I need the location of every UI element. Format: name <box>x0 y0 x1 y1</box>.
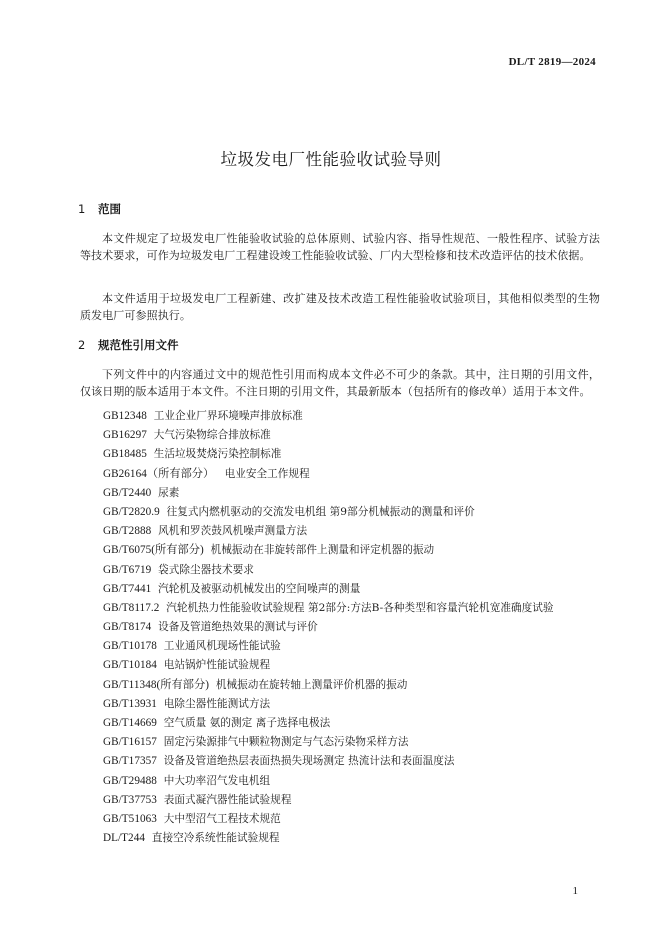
reference-title: 机械振动在旋转轴上测量评价机器的振动 <box>215 678 408 691</box>
reference-code: GB/T6075(所有部分) <box>103 544 204 557</box>
reference-code: GB/T29488 <box>103 774 157 787</box>
reference-code: GB/T10178 <box>103 640 157 653</box>
reference-item <box>103 426 554 445</box>
reference-code: GB/T8117.2 <box>103 601 160 614</box>
standard-code: DL/T 2819—2024 <box>508 56 596 68</box>
reference-code: GB26164（所有部分） <box>103 467 215 480</box>
document-title: 垃圾发电厂性能验收试验导则 <box>220 150 442 169</box>
reference-item <box>103 484 554 503</box>
reference-code: GB/T2820.9 <box>103 505 160 518</box>
reference-item <box>103 752 554 771</box>
reference-title: 中大功率沼气发电机组 <box>163 774 271 787</box>
section-heading-normative-references <box>78 337 179 353</box>
reference-item <box>103 599 554 618</box>
reference-code: GB/T16157 <box>103 736 157 749</box>
reference-item <box>103 445 554 464</box>
reference-code: GB16297 <box>103 429 147 442</box>
reference-title: 尿素 <box>158 486 180 499</box>
reference-code: GB/T13931 <box>103 697 157 710</box>
paragraph: 本文件适用于垃圾发电厂工程新建、改扩建及技术改造工程性能验收试验项目，其他相似类型的生物质发电厂可参照执行。 <box>80 292 600 322</box>
reference-title: 汽轮机及被驱动机械发出的空间噪声的测量 <box>158 582 361 595</box>
reference-code: GB/T10184 <box>103 659 157 672</box>
reference-code: GB/T11348(所有部分) <box>103 678 209 691</box>
reference-title: 设备及管道绝热效果的测试与评价 <box>158 621 318 634</box>
reference-item <box>103 561 554 580</box>
reference-code: GB/T8174 <box>103 621 152 634</box>
reference-code: GB12348 <box>103 410 147 422</box>
reference-title: 空气质量 氨的测定 离子选择电极法 <box>163 717 331 729</box>
reference-item <box>103 791 554 810</box>
reference-code: GB/T6719 <box>103 563 152 576</box>
reference-item <box>103 637 554 656</box>
paragraph: 下列文件中的内容通过文中的规范性引用而构成本文件必不可少的条款。其中，注日期的引用文件，仅该日期的版本适用于本文件。不注日期的引用文件，其最新版本（包括所有的修改单）适用于本文件。 <box>80 368 600 398</box>
reference-title: 工业企业厂界环境噪声排放标准 <box>153 410 303 422</box>
reference-item <box>103 522 554 541</box>
paragraph: 本文件规定了垃圾发电厂性能验收试验的总体原则、试验内容、指导性规范、一般性程序、试验方法等技术要求，可作为垃圾发电厂工程建设竣工性能验收试验、厂内大型检修和技术改造评估的技术依据。 <box>80 232 600 262</box>
reference-title: 电除尘器性能测试方法 <box>163 697 271 710</box>
section-title: 范围 <box>98 202 121 216</box>
reference-item <box>103 580 554 599</box>
reference-code: GB/T2440 <box>103 486 152 499</box>
reference-item <box>103 541 554 560</box>
reference-item <box>103 618 554 637</box>
reference-item <box>103 656 554 675</box>
reference-title: 表面式凝汽器性能试验规程 <box>163 793 292 806</box>
reference-title: 生活垃圾焚烧污染控制标准 <box>153 448 282 461</box>
reference-title: 往复式内燃机驱动的交流发电机组 第9部分机械振动的测量和评价 <box>166 505 475 518</box>
reference-title: 汽轮机热力性能验收试验规程 第2部分:方法B-各种类型和容量汽轮机宽准确度试验 <box>166 601 554 614</box>
reference-title: 固定污染源排气中颗粒物测定与气态污染物采样方法 <box>163 736 409 749</box>
reference-code: GB/T17357 <box>103 755 157 768</box>
section-number: 2 <box>78 338 86 352</box>
reference-title: 大中型沼气工程技术规范 <box>163 812 281 825</box>
reference-item <box>103 503 554 522</box>
reference-code: GB/T14669 <box>103 717 157 729</box>
reference-item <box>103 407 554 426</box>
reference-title: 袋式除尘器技术要求 <box>158 563 254 576</box>
reference-list <box>103 407 554 848</box>
reference-item <box>103 714 554 733</box>
reference-title: 风机和罗茨鼓风机噪声测量方法 <box>158 525 308 538</box>
reference-code: GB/T51063 <box>103 812 157 825</box>
reference-item <box>103 810 554 829</box>
reference-code: GB/T37753 <box>103 793 157 806</box>
reference-code: GB18485 <box>103 448 147 461</box>
reference-title: 设备及管道绝热层表面热损失现场测定 热流计法和表面温度法 <box>163 755 455 768</box>
reference-item <box>103 695 554 714</box>
reference-title: 直接空冷系统性能试验规程 <box>151 832 280 845</box>
section-number: 1 <box>78 202 86 216</box>
reference-title: 机械振动在非旋转部件上测量和评定机器的振动 <box>210 544 435 557</box>
page-number: 1 <box>572 885 578 897</box>
reference-title: 大气污染物综合排放标准 <box>153 429 271 442</box>
reference-code: GB/T2888 <box>103 525 152 538</box>
reference-code: DL/T244 <box>103 832 145 845</box>
reference-title: 工业通风机现场性能试验 <box>163 640 281 653</box>
reference-item <box>103 829 554 848</box>
section-title: 规范性引用文件 <box>98 338 179 352</box>
section-heading-scope <box>78 201 121 217</box>
reference-item <box>103 772 554 791</box>
reference-item <box>103 465 554 484</box>
reference-code: GB/T7441 <box>103 582 152 595</box>
reference-item <box>103 733 554 752</box>
reference-item <box>103 676 554 695</box>
reference-title: 电业安全工作规程 <box>224 467 310 480</box>
reference-title: 电站锅炉性能试验规程 <box>163 659 271 672</box>
